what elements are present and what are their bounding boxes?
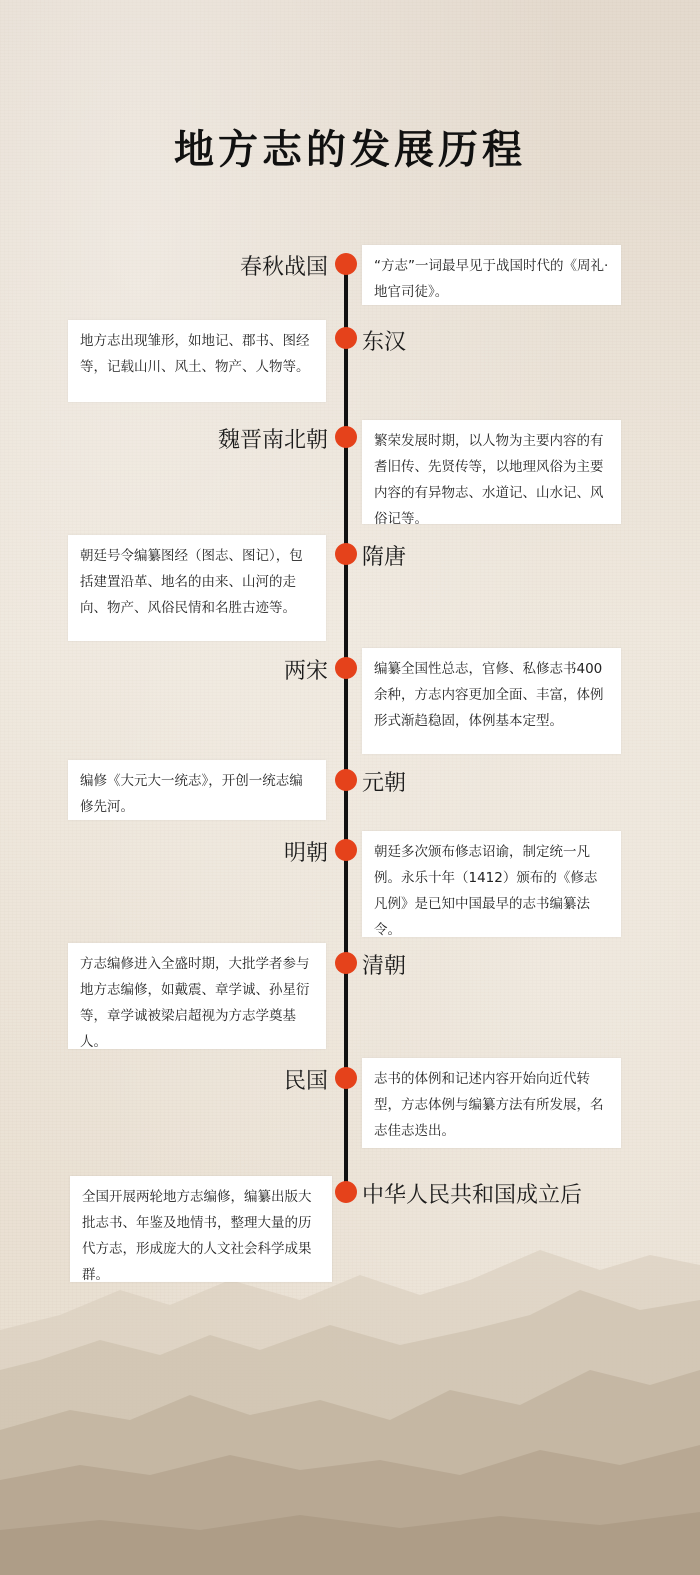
timeline-dot: [335, 769, 357, 791]
era-label: 明朝: [283, 841, 328, 866]
event-card: 朝廷多次颁布修志诏谕，制定统一凡例。永乐十年（1412）颁布的《修志凡例》是已知中国最早的志书编纂法令。: [362, 831, 621, 937]
event-card: 方志编修进入全盛时期，大批学者参与地方志编修，如戴震、章学诚、孙星衍等，章学诚被梁启超视为方志学奠基人。: [68, 943, 326, 1049]
era-label: 元朝: [362, 771, 407, 796]
timeline-line: [344, 262, 348, 1192]
era-label: 春秋战国: [239, 255, 328, 280]
event-card: “方志”一词最早见于战国时代的《周礼·地官司徒》。: [362, 245, 621, 305]
era-label: 清朝: [362, 954, 407, 979]
era-label: 两宋: [283, 659, 328, 684]
era-label: 中华人民共和国成立后: [362, 1183, 583, 1208]
event-card: 编修《大元大一统志》，开创一统志编修先河。: [68, 760, 326, 820]
page-title: 地方志的发展历程: [174, 126, 526, 173]
event-card: 繁荣发展时期，以人物为主要内容的有耆旧传、先贤传等，以地理风俗为主要内容的有异物志、水道记、山水记、风俗记等。: [362, 420, 621, 524]
timeline-dot: [335, 657, 357, 679]
era-label: 隋唐: [362, 545, 407, 570]
era-label: 东汉: [362, 330, 407, 355]
timeline-dot: [335, 839, 357, 861]
timeline-dot: [335, 426, 357, 448]
timeline-dot: [335, 327, 357, 349]
event-card: 朝廷号令编纂图经（图志、图记），包括建置沿革、地名的由来、山河的走向、物产、风俗民情和名胜古迹等。: [68, 535, 326, 641]
timeline-dot: [335, 952, 357, 974]
era-label: 魏晋南北朝: [217, 428, 328, 453]
event-card: 地方志出现雏形，如地记、郡书、图经等，记载山川、风土、物产、人物等。: [68, 320, 326, 402]
timeline-dot: [335, 1067, 357, 1089]
event-card: 全国开展两轮地方志编修，编纂出版大批志书、年鉴及地情书，整理大量的历代方志，形成庞大的人文社会科学成果群。: [70, 1176, 332, 1282]
timeline-dot: [335, 253, 357, 275]
event-card: 编纂全国性总志，官修、私修志书400余种，方志内容更加全面、丰富，体例形式渐趋稳固，体例基本定型。: [362, 648, 621, 754]
era-label: 民国: [283, 1069, 328, 1094]
timeline-dot: [335, 543, 357, 565]
timeline-dot: [335, 1181, 357, 1203]
event-card: 志书的体例和记述内容开始向近代转型，方志体例与编纂方法有所发展，名志佳志迭出。: [362, 1058, 621, 1148]
